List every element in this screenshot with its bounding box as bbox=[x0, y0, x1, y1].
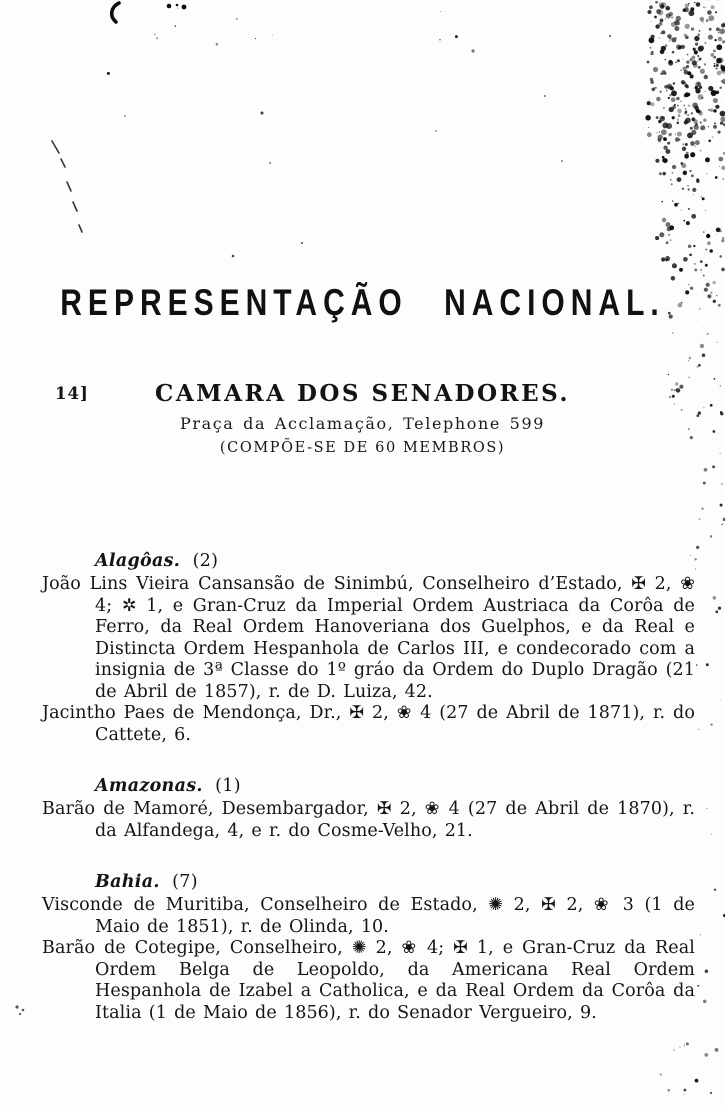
state-name: Alagôas. bbox=[95, 551, 181, 571]
senator-entry: Barão de Cotegipe, Conselheiro, ✺ 2, ❀ 4; ✠ 1, e Gran-Cruz da Real Ordem Belga de Leopoldo, da Americana Real Ordem Hespanhola de Izabel a Catholica, e da Real Ordem da Corôa da Italia (1 de Maio de 1856), r. do Senador Vergueiro, 9. bbox=[42, 938, 695, 1023]
chamber-heading: CAMARA DOS SENADORES. bbox=[155, 380, 570, 407]
state-heading bbox=[95, 872, 695, 892]
state-group-alagoas bbox=[42, 551, 695, 746]
senators-list bbox=[0, 551, 725, 1024]
senator-entry: Barão de Mamoré, Desembargador, ✠ 2, ❀ 4 (27 de Abril de 1870), r. da Alfandega, 4, e r. do Cosme-Velho, 21. bbox=[42, 799, 695, 841]
page-header bbox=[0, 0, 725, 456]
member-count: (1) bbox=[215, 776, 241, 796]
state-name: Amazonas. bbox=[95, 776, 203, 796]
chamber-composition: (COMPÕE-SE DE 60 MEMBROS) bbox=[219, 440, 506, 456]
senator-entry: Visconde de Muritiba, Conselheiro de Estado, ✺ 2, ✠ 2, ❀ 3 (1 de Maio de 1851), r. de Olinda, 10. bbox=[42, 895, 695, 937]
state-group-amazonas bbox=[42, 776, 695, 842]
page-title: REPRESENTAÇÃO NACIONAL. bbox=[60, 283, 665, 324]
state-group-bahia bbox=[42, 872, 695, 1024]
state-heading bbox=[95, 776, 695, 796]
member-count: (7) bbox=[172, 872, 198, 892]
state-name: Bahia. bbox=[95, 872, 160, 892]
senator-entry: Jacintho Paes de Mendonça, Dr., ✠ 2, ❀ 4 (27 de Abril de 1871), r. do Cattete, 6. bbox=[42, 703, 695, 745]
chamber-address: Praça da Acclamação, Telephone 599 bbox=[179, 414, 546, 433]
signature-number: 14] bbox=[55, 384, 89, 403]
senator-entry: João Lins Vieira Cansansão de Sinimbú, Conselheiro d’Estado, ✠ 2, ❀ 4; ✲ 1, e Gran-Cruz da Imperial Ordem Austriaca da Corôa de Ferro, da Real Ordem Hanoveriana dos Guelphos, e da Real e Distincta Ordem Hespanhola de Carlos III, e condecorado com a insignia de 3ª Classe do 1º gráo da Ordem do Duplo Dragão (21 de Abril de 1857), r. de D. Luiza, 42. bbox=[42, 574, 695, 702]
state-heading bbox=[95, 551, 695, 571]
member-count: (2) bbox=[192, 551, 219, 571]
chamber-heading-row bbox=[0, 381, 725, 406]
